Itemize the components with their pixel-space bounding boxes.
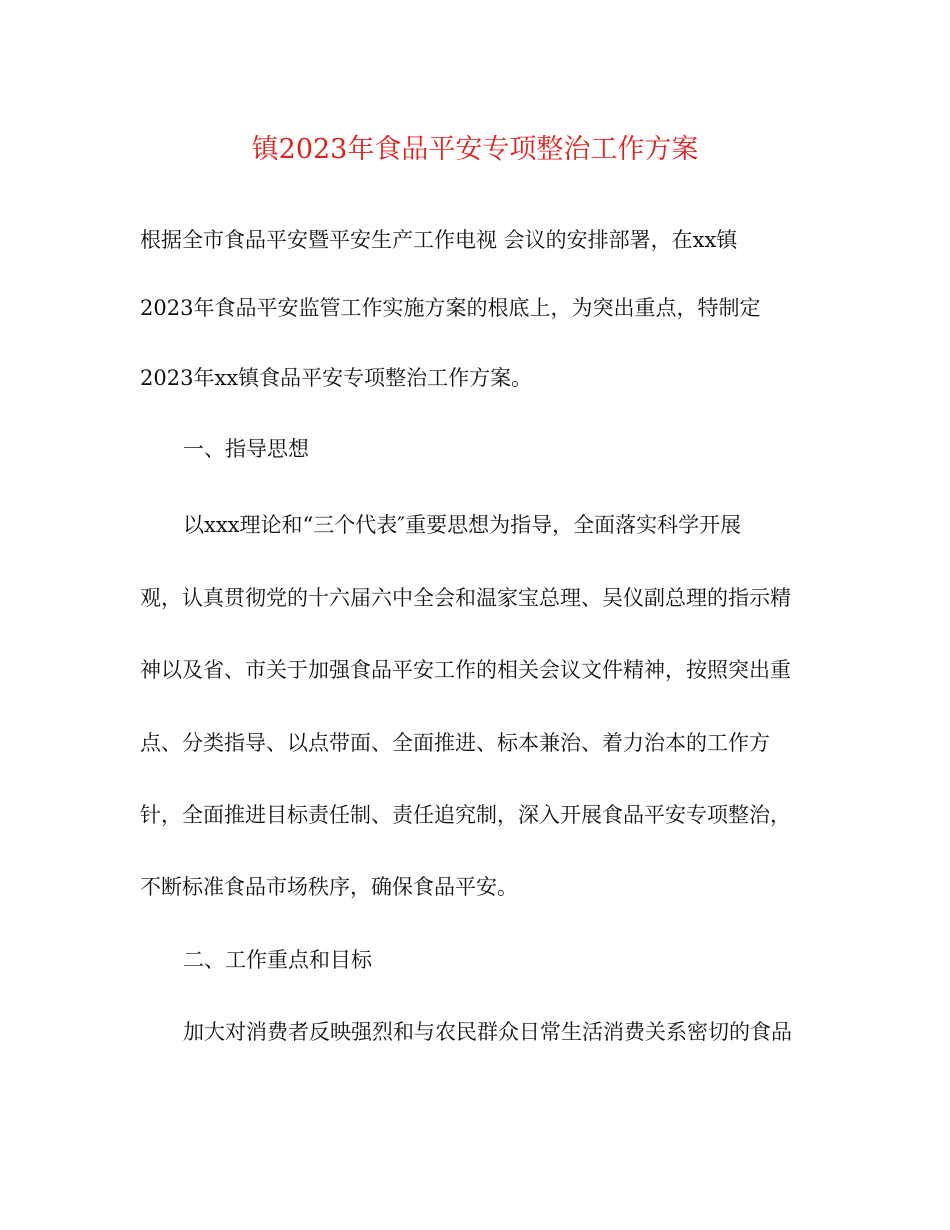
paragraph-line: 神以及省、市关于加强食品平安工作的相关会议文件精神，按照突出重 [140,658,791,682]
paragraph-line: 加大对消费者反映强烈和与农民群众日常生活消费关系密切的食品 [183,1020,792,1044]
paragraph-line: 以xxx理论和“三个代表″重要思想为指导，全面落实科学开展 [183,513,742,537]
section-heading: 一、指导思想 [183,437,309,461]
paragraph-line: 针，全面推进目标责任制、责任追究制，深入开展食品平安专项整治， [140,803,791,827]
document-title: 镇2023年食品平安专项整治工作方案 [251,134,699,165]
paragraph-line: 2023年食品平安监管工作实施方案的根底上，为突出重点，特制定 [140,296,761,320]
paragraph-line: 不断标准食品市场秩序，确保食品平安。 [140,875,518,899]
section-heading: 二、工作重点和目标 [183,948,372,972]
paragraph-line: 观，认真贯彻党的十六届六中全会和温家宝总理、吴仪副总理的指示精 [140,586,791,610]
paragraph-line: 根据全市食品平安暨平安生产工作电视 会议的安排部署，在xx镇 [140,228,738,252]
paragraph-line: 2023年xx镇食品平安专项整治工作方案。 [140,366,533,390]
paragraph-line: 点、分类指导、以点带面、全面推进、标本兼治、着力治本的工作方 [140,731,770,755]
